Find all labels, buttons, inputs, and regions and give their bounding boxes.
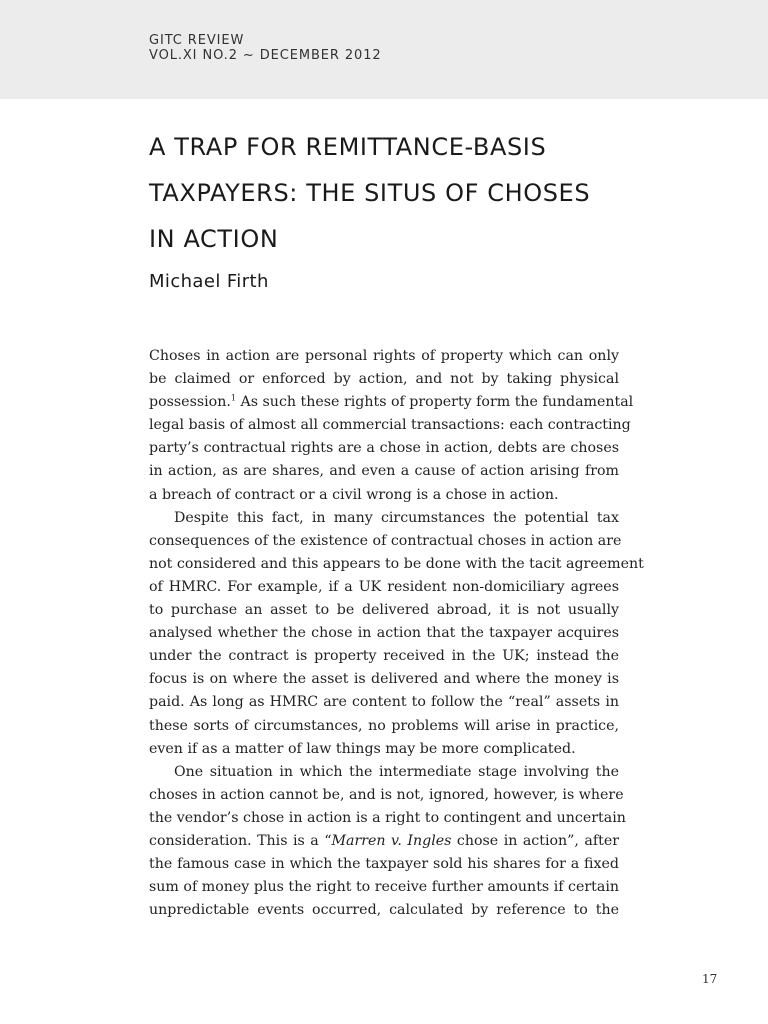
case-name: Marren v. Ingles xyxy=(331,832,452,849)
body-line: even if as a matter of law things may be more complicated. xyxy=(149,740,576,757)
body-line: under the contract is property received in the UK; instead the xyxy=(149,648,619,665)
article-author: Michael Firth xyxy=(149,271,269,292)
footnote-reference[interactable]: 1 xyxy=(230,393,236,403)
body-line: these sorts of circumstances, no problems will arise in practice, xyxy=(149,717,619,734)
body-line xyxy=(149,830,619,853)
body-line: a breach of contract or a civil wrong is a chose in action. xyxy=(149,486,559,503)
journal-name: GITC REVIEW xyxy=(149,33,245,48)
journal-header xyxy=(0,0,768,99)
page-number: 17 xyxy=(702,972,718,986)
body-text-segment: chose in action”, after xyxy=(451,832,620,849)
body-line xyxy=(149,391,634,414)
body-line: analysed whether the chose in action that the taxpayer acquires xyxy=(149,625,619,642)
body-line: sum of money plus the right to receive further amounts if certain xyxy=(149,879,619,896)
article-title xyxy=(149,124,629,262)
body-line: Despite this fact, in many circumstances the potential tax xyxy=(174,509,619,526)
body-line: party’s contractual rights are a chose in action, debts are choses xyxy=(149,440,619,457)
body-text-segment: consideration. This is a “ xyxy=(149,832,332,849)
journal-issue: VOL.XI NO.2 ~ DECEMBER 2012 xyxy=(149,48,382,63)
body-line: unpredictable events occurred, calculated by reference to the xyxy=(149,902,619,919)
body-line: in action, as are shares, and even a cause of action arising from xyxy=(149,463,619,480)
body-line: of HMRC. For example, if a UK resident non-domiciliary agrees xyxy=(149,578,619,595)
article-body xyxy=(149,345,644,922)
title-line: A TRAP FOR REMITTANCE-BASIS xyxy=(149,133,547,161)
title-line: TAXPAYERS: THE SITUS OF CHOSES xyxy=(149,179,591,207)
body-line: focus is on where the asset is delivered and where the money is xyxy=(149,671,619,688)
body-text-segment: As such these rights of property form the fundamental xyxy=(240,394,634,411)
body-line: One situation in which the intermediate stage involving the xyxy=(174,763,619,780)
title-line: IN ACTION xyxy=(149,225,279,253)
body-line: not considered and this appears to be done with the tacit agreement xyxy=(149,555,644,572)
body-line: legal basis of almost all commercial transactions: each contracting xyxy=(149,417,631,434)
body-line: be claimed or enforced by action, and not by taking physical xyxy=(149,371,619,388)
body-line: consequences of the existence of contractual choses in action are xyxy=(149,532,622,549)
body-line: the famous case in which the taxpayer sold his shares for a fixed xyxy=(149,856,619,873)
body-line: the vendor’s chose in action is a right to contingent and uncertain xyxy=(149,809,626,826)
body-text-segment: possession. xyxy=(149,394,231,411)
body-line: choses in action cannot be, and is not, ignored, however, is where xyxy=(149,786,624,803)
body-line: paid. As long as HMRC are content to follow the “real” assets in xyxy=(149,694,619,711)
body-line: Choses in action are personal rights of property which can only xyxy=(149,348,619,364)
body-line: to purchase an asset to be delivered abroad, it is not usually xyxy=(149,602,619,619)
